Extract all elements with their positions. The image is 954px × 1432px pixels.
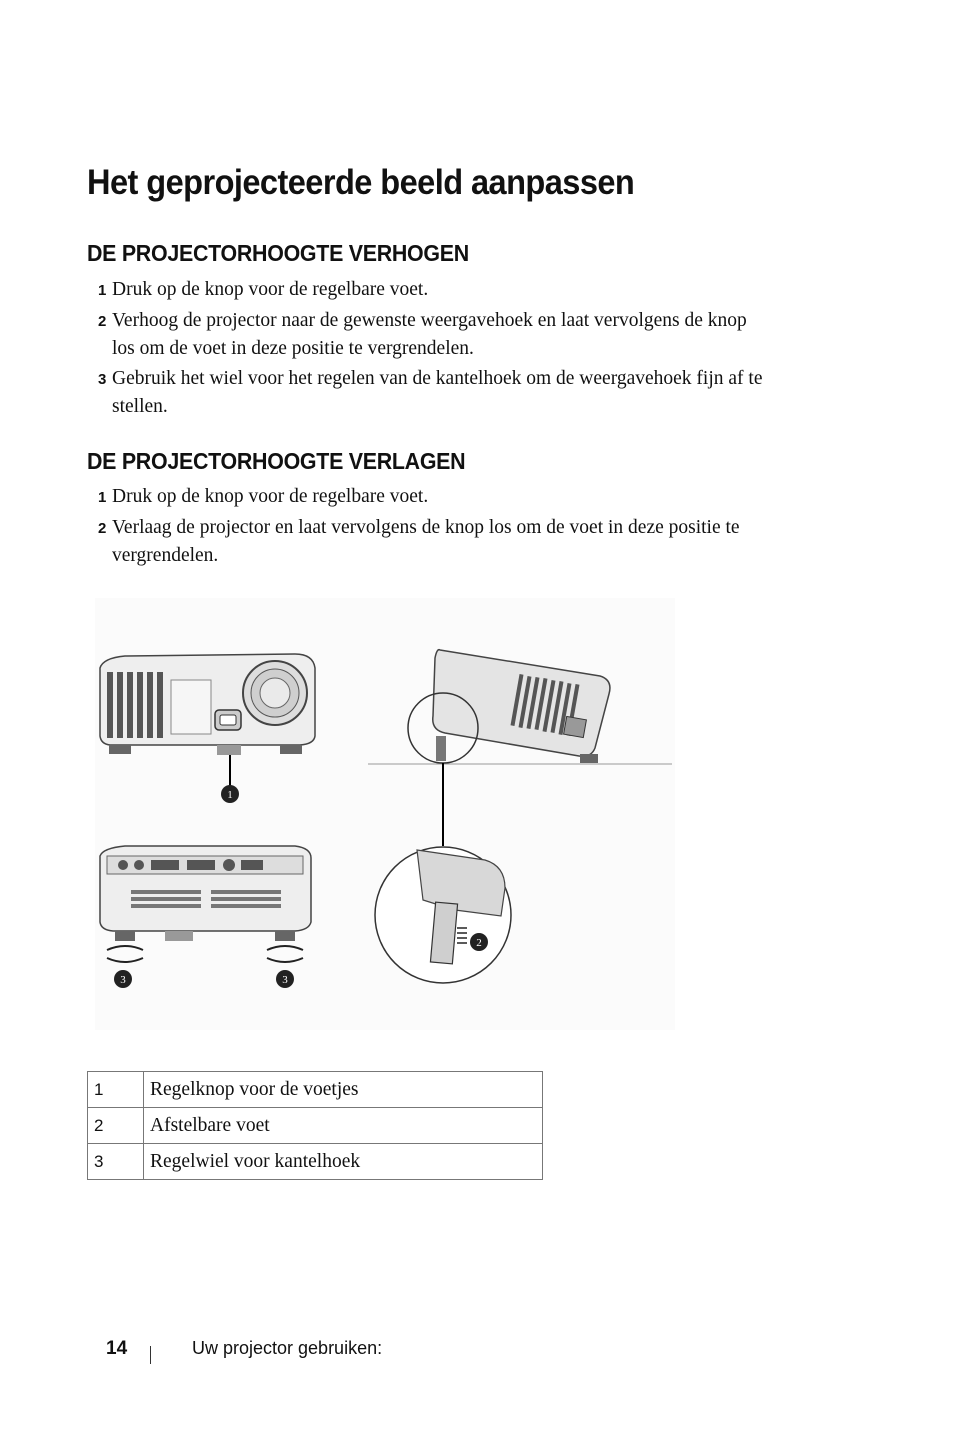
legend-number: 3 (88, 1144, 144, 1180)
step-number: 2 (98, 313, 107, 330)
step-text-line-1: Gebruik het wiel voor het regelen van de kantelhoek om de weergavehoek fijn af te (112, 368, 763, 389)
lower-step-1 (98, 483, 828, 511)
legend-label: Regelwiel voor kantelhoek (144, 1144, 543, 1180)
section-heading-lower: DE PROJECTORHOOGTE VERLAGEN (87, 448, 466, 474)
legend-label: Regelknop voor de voetjes (144, 1072, 543, 1108)
section-heading-raise: DE PROJECTORHOOGTE VERHOGEN (87, 240, 469, 266)
step-text-line-2: los om de voet in deze positie te vergrendelen. (112, 338, 474, 359)
table-row (88, 1072, 543, 1108)
callout-1-label: 1 (227, 789, 233, 801)
step-number: 3 (98, 371, 107, 388)
table-row (88, 1144, 543, 1180)
step-number: 1 (98, 489, 107, 506)
callout-3-left-label: 3 (120, 974, 126, 986)
callout-3-right-label: 3 (282, 974, 288, 986)
callout-2-label: 2 (476, 937, 482, 949)
legend-table (87, 1071, 543, 1180)
step-text: Druk op de knop voor de regelbare voet. (112, 486, 429, 507)
footer-section-title: Uw projector gebruiken: (192, 1338, 383, 1358)
step-text-line-1: Verlaag de projector en laat vervolgens de knop los om de voet in deze positie te (112, 517, 740, 538)
step-text: Druk op de knop voor de regelbare voet. (112, 279, 429, 300)
page-number: 14 (106, 1338, 128, 1359)
footer-divider (150, 1346, 151, 1364)
raise-step-2 (98, 307, 828, 362)
step-text-line-1: Verhoog de projector naar de gewenste weergavehoek en laat vervolgens de knop (112, 310, 747, 331)
step-text-line-2: stellen. (112, 396, 168, 417)
table-row (88, 1108, 543, 1144)
legend-number: 2 (88, 1108, 144, 1144)
raise-step-1 (98, 276, 828, 304)
raise-step-3 (98, 365, 828, 420)
step-number: 2 (98, 520, 107, 537)
legend-label: Afstelbare voet (144, 1108, 543, 1144)
projector-illustration (95, 598, 675, 1030)
page-title: Het geprojecteerde beeld aanpassen (87, 163, 635, 202)
step-text-line-2: vergrendelen. (112, 545, 219, 566)
step-number: 1 (98, 282, 107, 299)
lower-step-2 (98, 514, 828, 569)
legend-number: 1 (88, 1072, 144, 1108)
